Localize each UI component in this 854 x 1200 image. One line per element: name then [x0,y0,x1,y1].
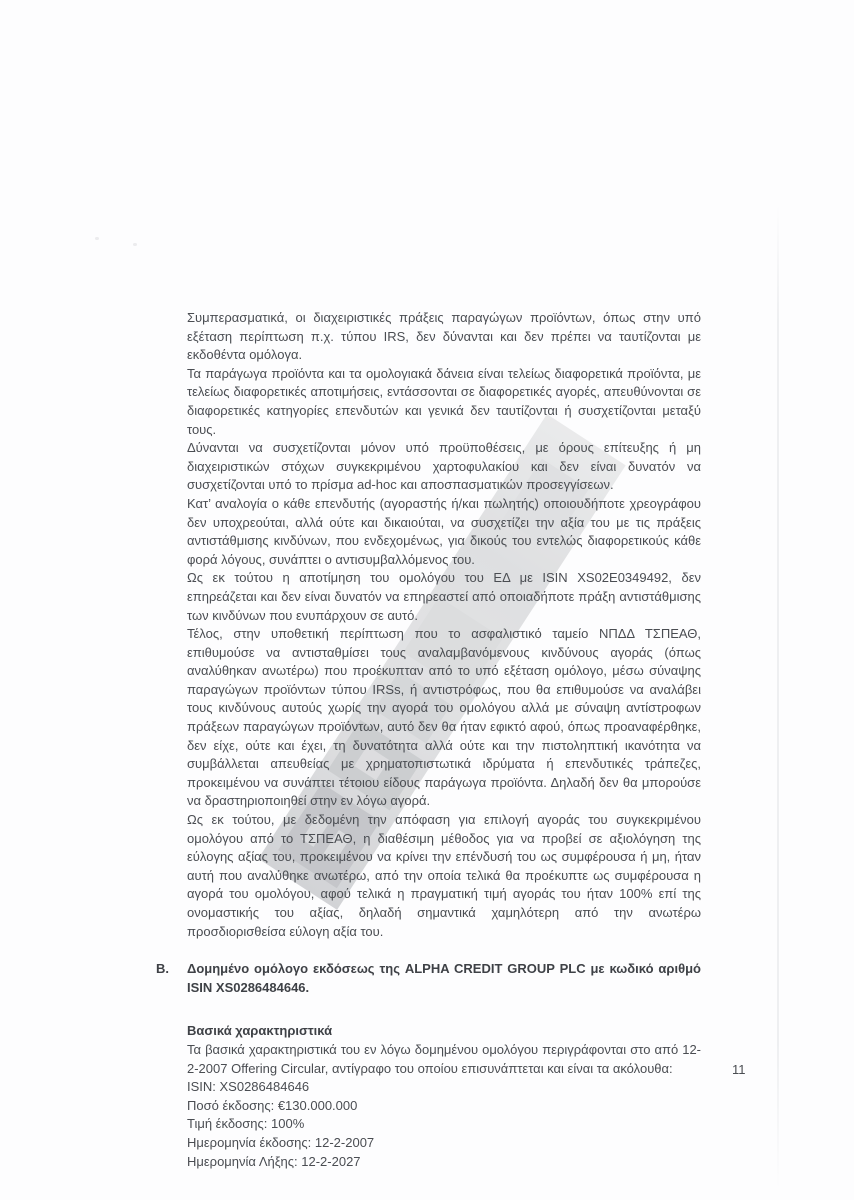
scan-speck [95,237,99,240]
basic-characteristics-heading: Βασικά χαρακτηριστικά [187,1023,333,1039]
characteristic-isin: ISIN: XS0286484646 [187,1079,310,1095]
basic-characteristics-intro: Τα βασικά χαρακτηριστικά του εν λόγω δομημένου ομολόγου περιγράφονται στο από 12-2-2007 Offering Circular, αντίγραφο του οποίου επισυνάπτεται και είναι τα ακόλουθα: [187,1041,701,1076]
body-paragraph-3: Δύνανται να συσχετίζονται μόνον υπό προϋποθέσεις, με όρους επίτευξης ή μη διαχειριστικών στόχων συγκεκριμένου χαρτοφυλακίου και δεν είναι δυνατόν να συσχετίζονται υπό το πρίσμα ad-hoc και αποσπασματικών προσεγγίσεων. [187,440,701,493]
body-paragraph-7: Ως εκ τούτου, με δεδομένη την απόφαση για επιλογή αγοράς του συγκεκριμένου ομολόγου από το ΤΣΠΕΑΘ, η διαθέσιμη μέθοδος για να προβεί σε αξιολόγηση της εύλογης αξίας του, προκειμένου να κρίνει την επένδυσή του ως συμφέρουσα ή μη, ήταν αυτή που αναλύθηκε ανωτέρω, από την οποία τελικά θα προέκυπτε ως συμφέρουσα η αγορά του ομολόγου, αφού τελικά η πραγματική τιμή αγοράς του ήταν 100% επί της ονομαστικής του αξίας, δηλαδή σημαντικά χαμηλότερη από την ανωτέρω προσδιορισθείσα εύλογη αξία του. [187,812,701,939]
body-paragraph-1: Συμπερασματικά, οι διαχειριστικές πράξεις παραγώγων προϊόντων, όπως στην υπό εξέταση περίπτωση π.χ. τύπου IRS, δεν δύνανται και δεν πρέπει να ταυτίζονται με εκδοθέντα ομόλογα. [187,310,701,363]
characteristic-issue-price: Τιμή έκδοσης: 100% [187,1116,305,1132]
page-number: 11 [732,1062,746,1077]
scan-speck [133,243,137,246]
body-paragraph-4: Κατ’ αναλογία ο κάθε επενδυτής (αγοραστής ή/και πωλητής) οποιουδήποτε χρεογράφου δεν υποχρεούται, αλλά ούτε και δικαιούται, να συσχετίζει την αξία του με τις πράξεις αντιστάθμισης κινδύνων, που ενδεχομένως, για δικούς του εντελώς διαφορετικούς κάθε φορά λόγους, συνάπτει ο αντισυμβαλλόμενος του. [187,495,701,567]
section-b-label: Β. [156,961,169,977]
characteristic-maturity-date: Ημερομηνία Λήξης: 12-2-2027 [187,1153,361,1169]
characteristics-list [187,1078,701,1171]
scan-crease-line [777,205,779,1190]
body-paragraph-6: Τέλος, στην υποθετική περίπτωση που το ασφαλιστικό ταμείο ΝΠΔΔ ΤΣΠΕΑΘ, επιθυμούσε να αντισταθμίσει τους αναλαμβανόμενους κινδύνους αγοράς (όπως αναλύθηκαν ανωτέρω) που προέκυπταν από το υπό εξέταση ομόλογο, μέσω σύναψης παραγώγων προϊόντων τύπου IRSs, ή αντιστρόφως, που θα επιθυμούσε να αναλάβει τους κινδύνους αυτούς χωρίς την αγορά του ομολόγου αλλά με σύναψη αντίστροφων πράξεων παραγώγων προϊόντων, αυτό δεν θα ήταν εφικτό αφού, όπως προαναφέρθηκε, δεν είχε, ούτε και έχει, τη δυνατότητα αλλά ούτε και την πιστοληπτική ικανότητα να συμβάλλεται απευθείας με χρηματοπιστωτικά ιδρύματα ή επενδυτικές τράπεζες, προκειμένου να συνάπτει τέτοιου είδους παράγωγα προϊόντα. Δηλαδή δεν θα μπορούσε να δραστηριοποιηθεί στην εν λόγω αγορά. [187,626,701,809]
body-paragraph-5: Ως εκ τούτου η αποτίμηση του ομολόγου του ΕΔ με ISIN XS02E0349492, δεν επηρεάζεται και δεν είναι δυνατόν να επηρεαστεί από οποιαδήποτε πράξη αντιστάθμισης των κινδύνων που ενυπάρχουν σε αυτό. [187,570,701,623]
characteristic-issue-date: Ημερομηνία έκδοσης: 12-2-2007 [187,1134,375,1150]
section-b-heading: Δομημένο ομόλογο εκδόσεως της ALPHA CREDIT GROUP PLC με κωδικό αριθμό ISIN XS0286484646. [187,961,701,995]
section-b [156,960,701,997]
document-body [156,309,701,1171]
characteristic-issue-amount: Ποσό έκδοσης: €130.000.000 [187,1097,358,1113]
body-paragraph-2: Τα παράγωγα προϊόντα και τα ομολογιακά δάνεια είναι τελείως διαφορετικά προϊόντα, με τελείως διαφορετικές αποτιμήσεις, εντάσσονται σε διαφορετικές αγορές, απευθύνονται σε διαφορετικές κατηγορίες επενδυτών και γενικά δεν ταυτίζονται ή συσχετίζονται μεταξύ τους. [187,365,701,437]
